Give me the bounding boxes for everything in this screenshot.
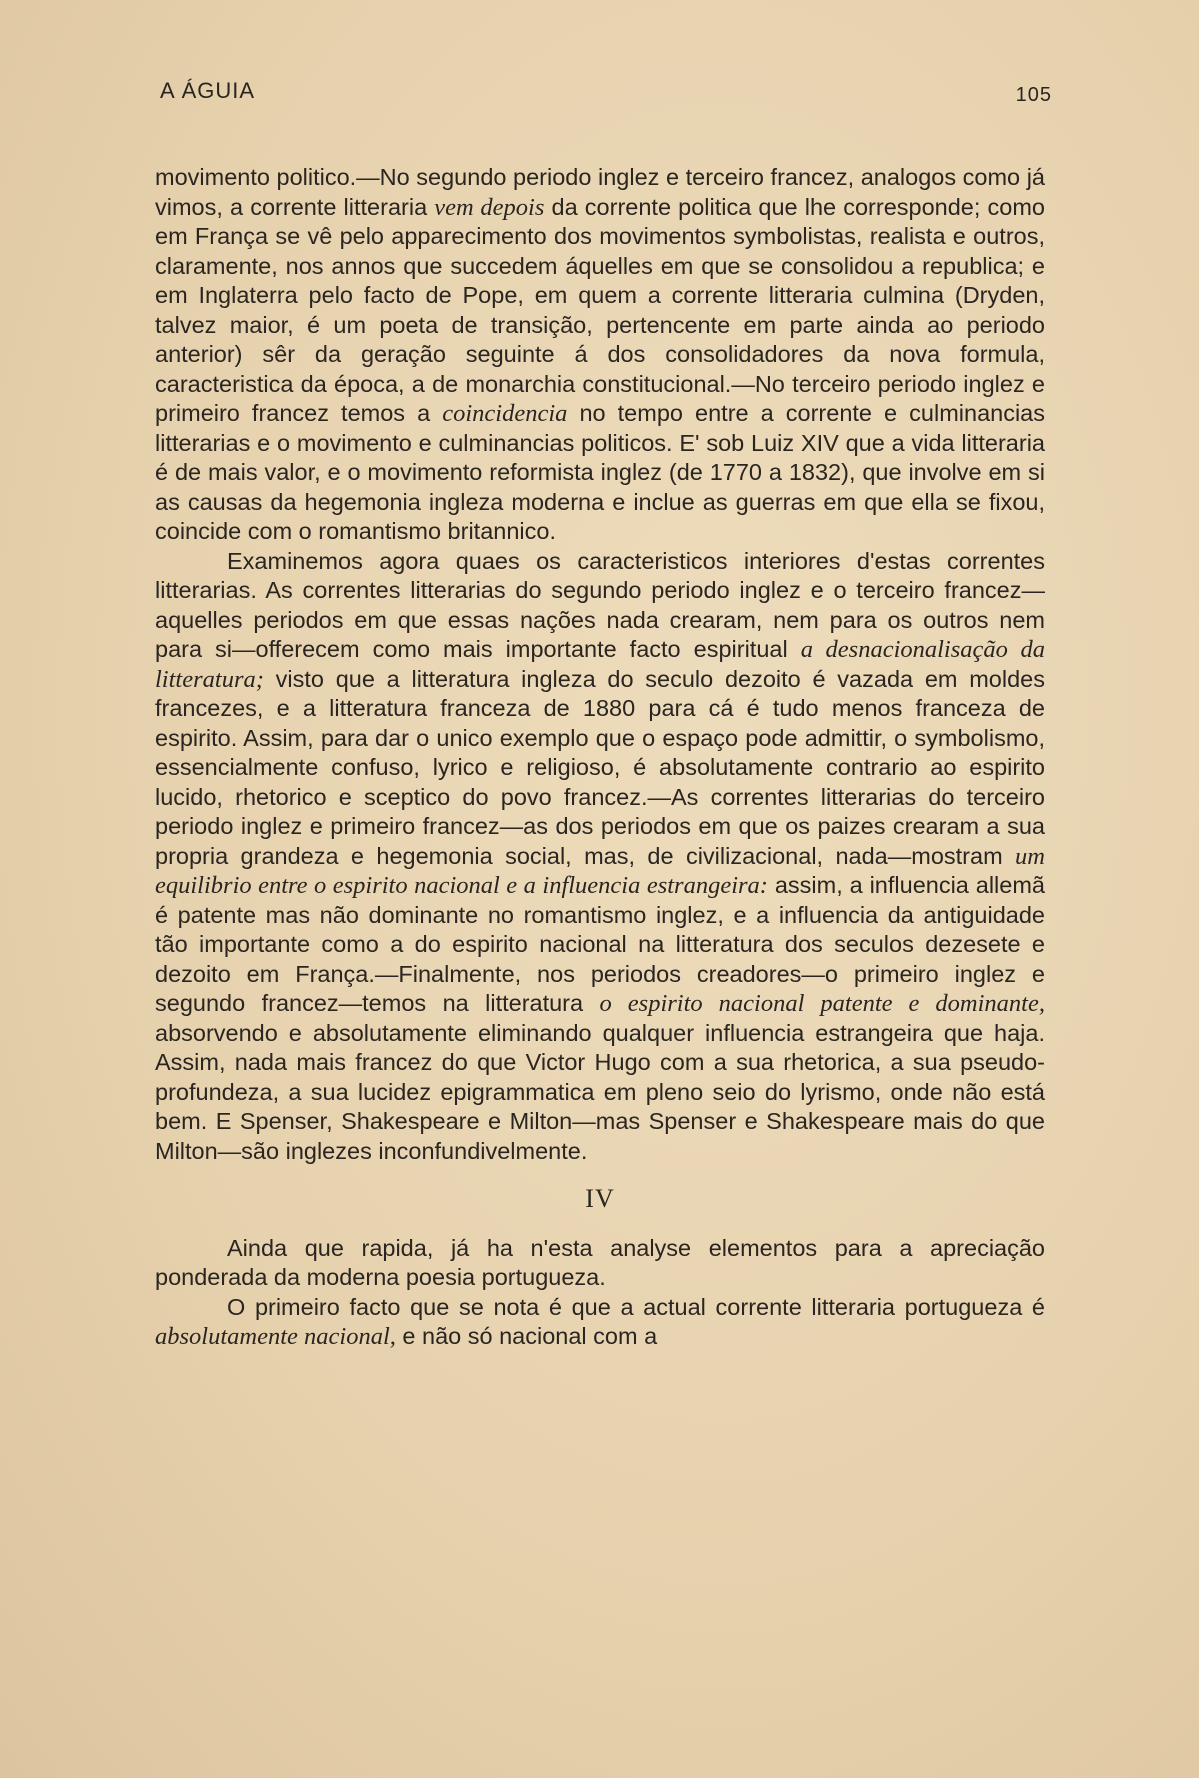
italic-emphasis: coincidencia (442, 400, 568, 427)
italic-emphasis: um equilibrio entre o espirito nacional e a influencia estrangeira: (155, 842, 1045, 899)
paragraphs-part-three (155, 163, 1045, 1166)
section-heading: IV (585, 1184, 615, 1213)
text-run: da corrente politica que lhe corresponde; como em França se vê pelo apparecimento dos movimentos symbolistas, realista e outros, claramente, nos annos que succedem áquelles em que se consolidou a republica; e em Inglaterra pelo facto de Pope, em quem a corrente litteraria culmina (Dryden, talvez maior, é um poeta de transição, pertencente em parte ainda ao periodo anterior) sêr da geração seguinte á dos consolidadores da nova formula, caracteristica da época, a de monarchia constitucional.—No terceiro periodo inglez e primeiro francez temos a (155, 193, 1045, 426)
paragraph (155, 1293, 1045, 1352)
page-number: 105 (1015, 84, 1052, 106)
text-run: assim, a influencia allemã é patente mas não dominante no romantismo inglez, e a influencia da antiguidade tão importante como a do espirito nacional na litteratura dos seculos dezesete e dezoito em França.—Finalmente, nos periodos creadores—o primeiro inglez e segundo francez—temos na litteratura (155, 872, 1045, 1016)
paragraph (155, 1234, 1045, 1293)
paragraph (155, 163, 1045, 547)
text-run: no tempo entre a corrente e culminancias litterarias e o movimento e culminancias politicos. E' sob Luiz XIV que a vida litteraria é de mais valor, e o movimento reformista inglez (de 1770 a 1832), que involve em si as causas da hegemonia ingleza moderna e inclue as guerras em que ella se fixou, coincide com o romantismo britannico. (155, 400, 1045, 544)
italic-emphasis: o espirito nacional patente e dominante, (599, 990, 1045, 1017)
italic-emphasis: vem depois (434, 193, 545, 221)
text-run: O primeiro facto que se nota é que a actual corrente litteraria portugueza é (227, 1293, 1045, 1320)
text-run: absorvendo e absolutamente eliminando qualquer influencia estrangeira que haja. Assim, nada mais francez do que Victor Hugo com a sua rhetorica, a sua pseudo-profundeza, a sua lucidez epigrammatica em pleno seio do lyrismo, onde não está bem. E Spenser, Shakespeare e Milton—mas Spenser e Shakespeare mais do que Milton—são inglezes inconfundivelmente. (155, 1019, 1045, 1164)
running-header (160, 78, 1052, 114)
paragraphs-part-four (155, 1234, 1045, 1352)
journal-title: A ÁGUIA (160, 78, 256, 103)
body-text (155, 163, 1045, 1352)
text-run: visto que a litteratura ingleza do seculo dezoito é vazada em moldes francezes, e a litteratura franceza de 1880 para cá é tudo menos franceza de espirito. Assim, para dar o unico exemplo que o espaço pode admittir, o symbolismo, essencialmente confuso, lyrico e religioso, é absolutamente contrario ao espirito lucido, rhetorico e sceptico do povo francez.—As correntes litterarias do terceiro periodo inglez e primeiro francez—as dos periodos em que os paizes crearam a sua propria grandeza e hegemonia social, mas, de civilizacional, nada—mostram (155, 665, 1045, 869)
italic-emphasis: a desnacionalisação da litteratura; (155, 636, 1045, 693)
paragraph (155, 547, 1045, 1167)
text-run: e não só nacional com a (395, 1323, 658, 1349)
text-run: movimento politico.—No segundo periodo inglez e terceiro francez, analogos como já vimos, a corrente litteraria (155, 164, 1045, 220)
text-run: Examinemos agora quaes os caracteristicos interiores d'estas correntes litterarias. As correntes litterarias do segundo periodo inglez e o terceiro francez—aquelles periodos em que essas nações nada crearam, nem para os outros nem para si—offerecem como mais importante facto espiritual (155, 547, 1045, 662)
text-run: Ainda que rapida, já ha n'esta analyse elementos para a apreciação ponderada da moderna poesia portugueza. (155, 1234, 1045, 1290)
italic-emphasis: absolutamente nacional, (155, 1323, 396, 1350)
